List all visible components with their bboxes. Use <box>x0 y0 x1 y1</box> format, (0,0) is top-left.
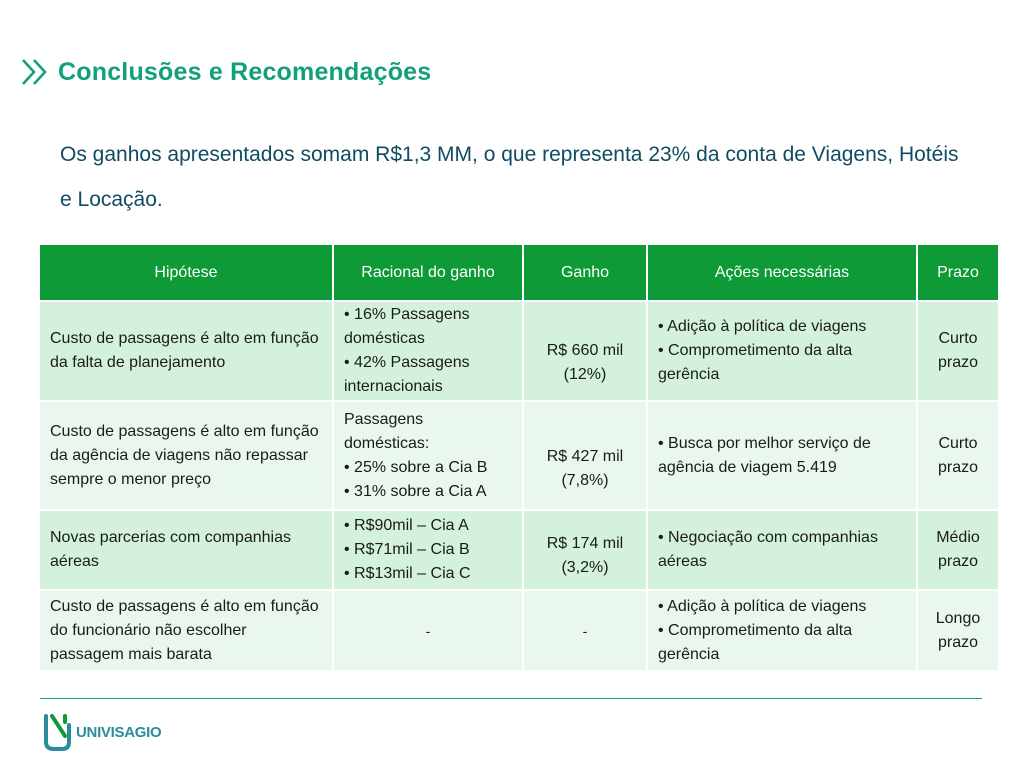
table-row <box>40 510 998 590</box>
header-hipotese: Hipótese <box>40 245 333 301</box>
cell-acoes <box>647 590 917 671</box>
slide-header <box>20 56 431 88</box>
cell-prazo <box>917 301 998 401</box>
footer-logo <box>42 712 161 752</box>
footer-divider <box>40 698 982 699</box>
header-acoes: Ações necessárias <box>647 245 917 301</box>
logo-text: UNIVISAGIO <box>76 723 162 741</box>
cell-acoes <box>647 510 917 590</box>
prazo-line: prazo <box>937 633 979 651</box>
cell-hipotese: Novas parcerias com companhias aéreas <box>40 510 333 590</box>
acao-line: • Busca por melhor serviço de agência de viagem 5.419 <box>658 434 871 476</box>
ganho-percent: (7,8%) <box>561 472 609 489</box>
cell-ganho: - <box>523 590 647 671</box>
racional-line: • R$90mil – Cia A <box>344 517 469 534</box>
table-header-row <box>40 245 998 301</box>
cell-hipotese: Custo de passagens é alto em função do funcionário não escolher passagem mais barata <box>40 590 333 671</box>
acao-line: • Adição à política de viagens <box>658 318 867 335</box>
cell-ganho <box>523 401 647 510</box>
cell-prazo <box>917 590 998 671</box>
cell-acoes <box>647 401 917 510</box>
univisagio-logo-icon <box>42 712 72 752</box>
racional-line: • 31% sobre a Cia A <box>344 482 487 500</box>
racional-line: Passagens domésticas: <box>344 410 430 452</box>
header-ganho: Ganho <box>523 245 647 301</box>
cell-racional <box>333 401 523 510</box>
acao-line: • Adição à política de viagens <box>658 597 867 615</box>
cell-racional: - <box>333 590 523 671</box>
double-chevron-right-icon <box>20 56 50 88</box>
cell-prazo <box>917 401 998 510</box>
cell-hipotese: Custo de passagens é alto em função da falta de planejamento <box>40 301 333 401</box>
cell-racional <box>333 510 523 590</box>
table-row <box>40 301 998 401</box>
ganho-value: R$ 660 mil <box>546 341 624 359</box>
acao-line: • Comprometimento da alta gerência <box>658 342 853 383</box>
cell-prazo <box>917 510 998 590</box>
cell-ganho <box>523 301 647 401</box>
page-title: Conclusões e Recomendações <box>58 57 432 86</box>
prazo-line: prazo <box>937 553 979 570</box>
header-prazo: Prazo <box>917 245 998 301</box>
cell-acoes <box>647 301 917 401</box>
table-row <box>40 401 998 510</box>
prazo-line: prazo <box>937 354 979 371</box>
racional-line: • 42% Passagens internacionais <box>344 354 470 395</box>
prazo-line: Curto <box>938 434 978 452</box>
prazo-line: Longo <box>935 609 981 627</box>
cell-ganho <box>523 510 647 590</box>
ganho-percent: (3,2%) <box>561 558 609 576</box>
cell-racional <box>333 301 523 401</box>
racional-line: • 25% sobre a Cia B <box>344 458 488 476</box>
ganho-value: R$ 174 mil <box>546 534 624 552</box>
acao-line: • Comprometimento da alta gerência <box>658 621 853 663</box>
acao-line: • Negociação com companhias aéreas <box>658 529 878 570</box>
summary-text: Os ganhos apresentados somam R$1,3 MM, o que representa 23% da conta de Viagens, Hotéis e Locação. <box>60 143 959 211</box>
prazo-line: Médio <box>936 529 980 546</box>
racional-line: • R$13mil – Cia C <box>344 565 471 582</box>
cell-hipotese: Custo de passagens é alto em função da agência de viagens não repassar sempre o menor preço <box>40 401 333 510</box>
prazo-line: prazo <box>937 458 979 476</box>
table-row <box>40 590 998 671</box>
header-racional: Racional do ganho <box>333 245 523 301</box>
racional-line: • R$71mil – Cia B <box>344 541 470 558</box>
recommendations-table <box>40 245 998 672</box>
prazo-line: Curto <box>938 330 978 347</box>
ganho-value: R$ 427 mil <box>546 448 624 465</box>
ganho-percent: (12%) <box>563 365 607 383</box>
racional-line: • 16% Passagens domésticas <box>344 306 470 347</box>
